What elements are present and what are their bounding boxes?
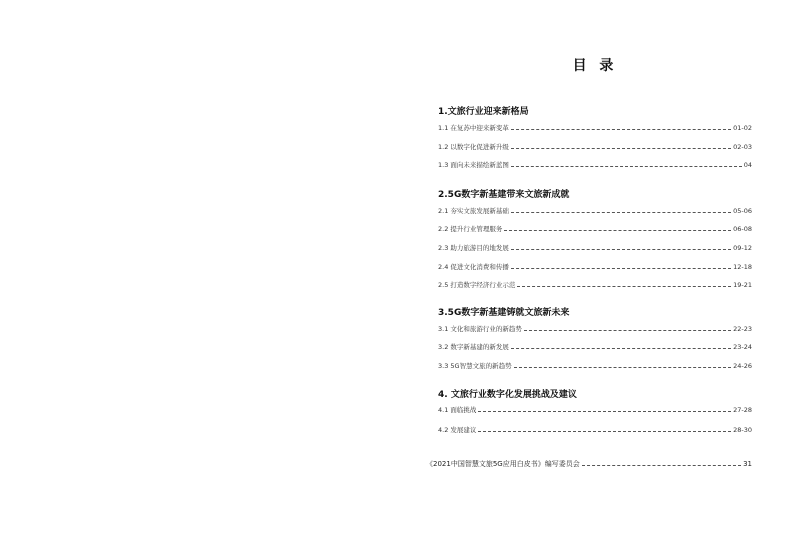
toc-entry[interactable] — [438, 426, 752, 435]
section-heading: 3.5G数字新基建铸就文旅新未来 — [438, 308, 570, 318]
toc-entry-label: 1.1 在复苏中迎来新变革 — [438, 124, 509, 132]
toc-entry[interactable] — [438, 281, 752, 290]
toc-entry[interactable] — [438, 124, 752, 133]
toc-entry-label: 2.3 助力旅游目的地发展 — [438, 244, 509, 252]
toc-entry-pages: 27-28 — [733, 406, 752, 414]
toc-entry-label: 3.1 文化和旅游行业的新趋势 — [438, 325, 522, 333]
leader-dots — [524, 330, 731, 331]
toc-entry-label: 3.3 5G智慧文旅的新趋势 — [438, 362, 512, 370]
toc-entry-pages: 04 — [743, 161, 752, 169]
toc-entry-pages: 06-08 — [733, 225, 752, 233]
section-heading: 1.文旅行业迎来新格局 — [438, 107, 529, 117]
toc-entry-label: 3.2 数字新基建的新发展 — [438, 343, 509, 351]
toc-entry-pages: 23-24 — [733, 343, 752, 351]
leader-dots — [517, 286, 731, 287]
toc-entry-label: 2.5 打造数字经济行业示范 — [438, 281, 516, 289]
toc-closing-label: 《2021中国智慧文旅5G应用白皮书》编写委员会 — [426, 460, 580, 468]
leader-dots — [511, 212, 731, 213]
section-heading: 4. 文旅行业数字化发展挑战及建议 — [438, 390, 577, 400]
toc-entry[interactable] — [438, 343, 752, 352]
toc-entry[interactable] — [438, 325, 752, 334]
toc-closing-entry[interactable] — [426, 460, 752, 469]
toc-entry-label: 4.2 发展建议 — [438, 426, 477, 434]
leader-dots — [478, 411, 731, 412]
toc-entry[interactable] — [438, 207, 752, 216]
toc-entry[interactable] — [438, 244, 752, 253]
toc-entry-label: 2.2 提升行业管理服务 — [438, 225, 503, 233]
leader-dots — [478, 431, 731, 432]
leader-dots — [511, 166, 742, 167]
toc-entry-pages: 22-23 — [733, 325, 752, 333]
toc-entry-pages: 02-03 — [733, 143, 752, 151]
toc-closing-pages: 31 — [743, 460, 752, 468]
toc-entry[interactable] — [438, 263, 752, 272]
leader-dots — [511, 348, 731, 349]
toc-entry[interactable] — [438, 362, 752, 371]
leader-dots — [511, 129, 731, 130]
leader-dots — [582, 465, 741, 466]
toc-entry-label: 2.1 夯实文旅发展新基础 — [438, 207, 509, 215]
toc-entry-pages: 09-12 — [733, 244, 752, 252]
toc-entry[interactable] — [438, 406, 752, 415]
toc-entry-pages: 28-30 — [733, 426, 752, 434]
toc-entry-pages: 24-26 — [733, 362, 752, 370]
leader-dots — [504, 230, 731, 231]
toc-entry-pages: 12-18 — [733, 263, 752, 271]
toc-entry[interactable] — [438, 225, 752, 234]
toc-entry-label: 4.1 面临挑战 — [438, 406, 477, 414]
leader-dots — [511, 148, 731, 149]
toc-entry-label: 1.3 面向未来描绘新蓝图 — [438, 161, 509, 169]
toc-entry-label: 2.4 促进文化消费和传播 — [438, 263, 509, 271]
toc-entry[interactable] — [438, 143, 752, 152]
toc-entry-pages: 05-06 — [733, 207, 752, 215]
toc-entry-pages: 01-02 — [733, 124, 752, 132]
toc-entry[interactable] — [438, 161, 752, 170]
leader-dots — [511, 268, 731, 269]
toc-entry-pages: 19-21 — [733, 281, 752, 289]
toc-title: 目 录 — [572, 58, 618, 74]
toc-entry-label: 1.2 以数字化促进新升级 — [438, 143, 509, 151]
leader-dots — [511, 249, 731, 250]
section-heading: 2.5G数字新基建带来文旅新成就 — [438, 190, 570, 200]
leader-dots — [514, 367, 732, 368]
